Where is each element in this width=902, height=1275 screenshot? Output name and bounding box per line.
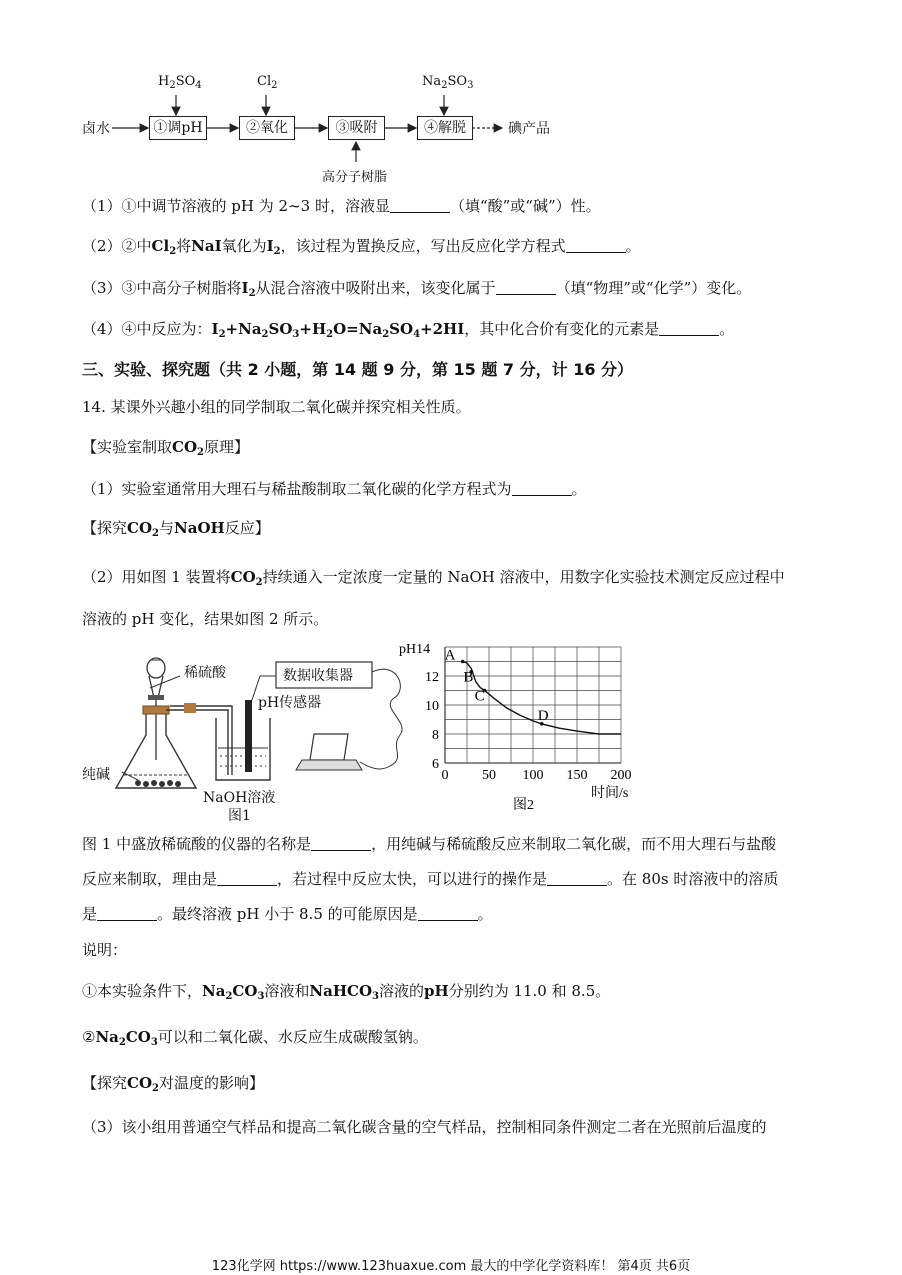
question-4: （4）④中反应为：$I_2+Na_2SO_3+H_2O=Na_2SO_4+2HI$，其中化合价有变化的元素是 。 — [82, 320, 735, 340]
point-a — [461, 660, 465, 664]
label-soda: 纯碱 — [82, 767, 110, 783]
answer-blank[interactable] — [496, 280, 556, 295]
flow-step-1: ①调pH — [149, 116, 207, 140]
answer-blank[interactable] — [390, 198, 450, 213]
y-axis-label: pH14 — [399, 642, 431, 657]
flow-step-4: ④解脱 — [417, 116, 473, 140]
answer-blank[interactable] — [418, 906, 478, 921]
question-14-2-c: 是 。最终溶液 pH 小于 8.5 的可能原因是 。 — [82, 905, 493, 923]
x-tick-label: 200 — [610, 768, 632, 783]
question-14: 14. 某课外兴趣小组的同学制取二氧化碳并探究相关性质。 — [82, 398, 471, 416]
y-tick-label: 12 — [425, 670, 439, 685]
x-tick-label: 100 — [522, 768, 544, 783]
answer-blank[interactable] — [659, 321, 719, 336]
figure-1 — [80, 640, 420, 830]
ph-chart — [395, 635, 645, 830]
figure-1-caption: 图1 — [228, 808, 251, 824]
answer-blank[interactable] — [217, 871, 277, 886]
question-14-1: （1）实验室通常用大理石与稀盐酸制取二氧化碳的化学方程式为 。 — [82, 480, 587, 498]
question-14-3: （3）该小组用普通空气样品和提高二氧化碳含量的空气样品，控制相同条件测定二者在光照前后温度的 — [82, 1118, 767, 1136]
point-label-b: B — [463, 669, 474, 686]
answer-blank[interactable] — [512, 481, 572, 496]
x-axis-label: 时间/s — [591, 786, 629, 801]
subheading-temperature: 【探究$CO_2$对温度的影响】 — [82, 1074, 265, 1094]
subheading-naoh: 【探究$CO_2$与NaOH反应】 — [82, 519, 270, 539]
answer-blank[interactable] — [566, 238, 626, 253]
x-tick-label: 50 — [482, 768, 496, 783]
question-14-2: （2）用如图 1 装置将$CO_2$持续通入一定浓度一定量的 NaOH 溶液中，用数字化实验技术测定反应过程中 — [82, 568, 785, 588]
y-tick-label: 10 — [425, 699, 439, 714]
question-14-2-cont: 溶液的 pH 变化，结果如图 2 所示。 — [82, 610, 329, 628]
label-naoh: NaOH溶液 — [203, 790, 276, 806]
question-14-2-b: 反应来制取，理由是 ，若过程中反应太快，可以进行的操作是 。在 80s 时溶液中的溶质 — [82, 870, 779, 888]
flow-end: 碘产品 — [508, 121, 550, 137]
y-tick-label: 6 — [432, 757, 439, 772]
reagent-h2so4: $H_2SO_4$ — [158, 74, 202, 91]
flow-arrows — [0, 0, 902, 190]
note-2: $②Na_2CO_3$可以和二氧化碳、水反应生成碳酸氢钠。 — [82, 1028, 428, 1048]
point-label-a: A — [444, 647, 456, 664]
subheading-principle: 【实验室制取$CO_2$原理】 — [82, 438, 250, 458]
reagent-resin: 高分子树脂 — [322, 170, 388, 185]
label-acid: 稀硫酸 — [184, 665, 226, 681]
question-3: （3）③中高分子树脂将$I_2$从混合溶液中吸附出来，该变化属于 （填“物理”或“化学”）变化。 — [82, 279, 752, 299]
y-tick-label: 8 — [432, 728, 439, 743]
section-heading: 三、实验、探究题（共 2 小题，第 14 题 9 分，第 15 题 7 分，计 16 分） — [82, 360, 634, 379]
answer-blank[interactable] — [97, 906, 157, 921]
x-tick-label: 0 — [441, 768, 449, 783]
x-tick-label: 150 — [566, 768, 588, 783]
flow-start: 卤水 — [82, 121, 110, 137]
note-label: 说明： — [82, 941, 128, 959]
point-label-d: D — [537, 707, 549, 724]
label-collector: 数据收集器 — [283, 668, 353, 684]
note-1: ①本实验条件下，$Na_2CO_3$溶液和NaHCO$_3$溶液的pH分别约为 11.0 和 8.5。 — [82, 982, 611, 1002]
question-2: （2）②中$Cl_2$将NaI氧化为$I_2$，该过程为置换反应，写出反应化学方程式 。 — [82, 237, 641, 257]
reagent-cl2: $Cl_2$ — [257, 74, 278, 91]
answer-blank[interactable] — [311, 836, 371, 851]
figure-2-caption: 图2 — [513, 798, 534, 813]
flow-step-2: ②氧化 — [239, 116, 295, 140]
answer-blank[interactable] — [547, 871, 607, 886]
reagent-na2so3: $Na_2SO_3$ — [422, 74, 474, 91]
question-14-2-a: 图 1 中盛放稀硫酸的仪器的名称是 ，用纯碱与稀硫酸反应来制取二氧化碳，而不用大理石与盐酸 — [82, 835, 777, 853]
page-footer: 123化学网 https://www.123huaxue.com 最大的中学化学资料库！ 第4页 共6页 — [211, 1259, 691, 1274]
flow-step-3: ③吸附 — [328, 116, 385, 140]
question-1: （1）①中调节溶液的 pH 为 2~3 时，溶液显 （填“酸”或“碱”）性。 — [82, 197, 601, 215]
label-sensor: pH传感器 — [258, 695, 322, 711]
point-label-c: C — [474, 688, 485, 705]
